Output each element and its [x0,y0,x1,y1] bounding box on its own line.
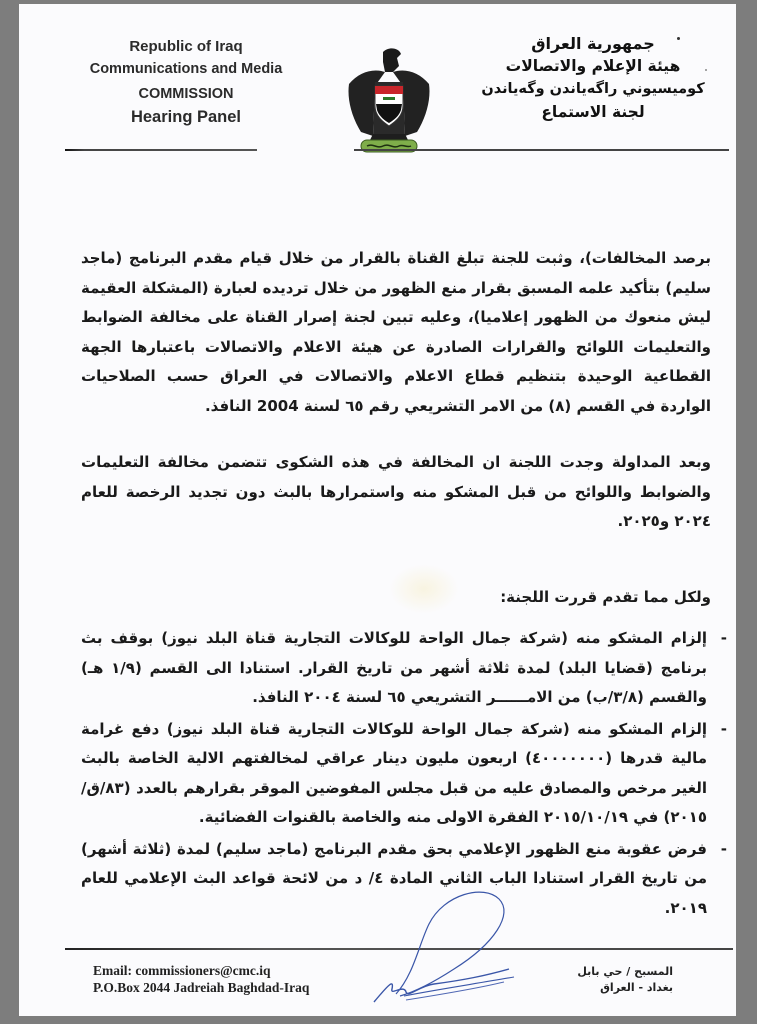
header-kurdish-org: كوميسيوني راگەياندن وگەياندن [481,81,705,97]
header-divider-left [65,149,257,151]
header-arabic [468,32,718,124]
bullet-dash: - [720,629,727,647]
header-ar-country: جمهورية العراق [531,34,655,53]
paragraph-deliberation: وبعد المداولة وجدت اللجنة ان المخالفة في هذه الشكوى تتضمن مخالفة التعليمات والضوابط واللوائح من قبل المشكو منه واستمرارها بالبث دون تجديد الرخصة للعام ٢٠٢٤ و٢٠٢٥. [81,453,711,530]
footer-email: Email: commissioners@cmc.iq [93,963,271,978]
paragraph-violation-findings: برصد المخالفات)، وثبت للجنة تبلغ القناة بالقرار من خلال قيام مقدم البرنامج (ماجد سليم) بتأكيد علمه المسبق بقرار منع الظهور من خلال ترديده لعبارة (المشكلة العقيمة ليش منعوك من الظهور إعلاميا)، وعليه تبين لجنة إصرار القناة على مخالفة الضوابط والتعليمات اللوائح والقرارات الصادرة عن هيئة الاعلام والاتصالات باعتبارها الجهة القطاعية الوحيدة بتنظيم قطاع الاعلام والاتصالات في العراق حسب الصلاحيات الواردة في القسم (٨) من الامر التشريعي رقم ٦٥ لسنة 2004 النافذ. [81,249,711,415]
footer-contact-english [93,962,309,996]
header-ar-panel: لجنة الاستماع [541,103,645,121]
decision-text: فرض عقوبة منع الظهور الإعلامي بحق مقدم البرنامج (ماجد سليم) لمدة (ثلاثة أشهر) من تاريخ القرار استنادا الباب الثاني المادة ٤/ د من لائحة قواعد البث الإعلامي للعام ٢٠١٩. [81,839,707,917]
iraq-eagle-emblem-icon [339,46,439,154]
header-en-org: Communications and Media [89,61,283,77]
footer-address-line2: بغداد - العراق [600,981,673,994]
decision-text: إلزام المشكو منه (شركة جمال الواحة للوكالات التجارية قناة البلد نيوز) دفع غرامة مالية قدرها (٤٠٠٠٠٠٠٠) اربعون مليون دينار عراقي لمخالفتهم الالية الخاصة بالبث الغير مرخص والمصادق عليه من قبل مجلس المفوضين الموقر بقرارهم بالعدد (٨٣/ق/٢٠١٥) في ٢٠١٥/١٠/١٩ الفقرة الاولى منه والخاصة بالقنوات الفضائية. [81,719,707,826]
header-en-country: Republic of Iraq [129,38,243,55]
header-english [81,36,291,128]
footer-po-box: P.O.Box 2044 Jadreiah Baghdad-Iraq [93,980,310,995]
decision-text: إلزام المشكو منه (شركة جمال الواحة للوكالات التجارية قناة البلد نيوز) بوقف بث برنامج (قضايا البلد) لمدة ثلاثة أشهر من تاريخ القرار. استنادا الى القسم (١/٩ هـ) والقسم (٣/٨/ب) من الامــــــر التشريعي ٦٥ لسنة ٢٠٠٤ النافذ. [81,629,707,706]
signature-icon [334,884,544,1009]
decision-intro: ولكل مما تقدم قررت اللجنة: [500,588,711,606]
decision-item [81,715,729,833]
header-ar-org: هيئة الإعلام والاتصالات [505,57,681,75]
bullet-dash: - [720,839,727,858]
bullet-dash: - [720,719,727,738]
header-en-panel: Hearing Panel [130,108,242,126]
decision-item [81,624,729,713]
footer-address-line1: المسبح / حي بابل [577,965,673,978]
header-en-commission: COMMISSION [138,86,234,102]
decision-list [81,624,729,923]
document-page [19,4,736,1016]
header-divider-right [354,149,729,151]
footer-address-arabic [577,964,673,996]
